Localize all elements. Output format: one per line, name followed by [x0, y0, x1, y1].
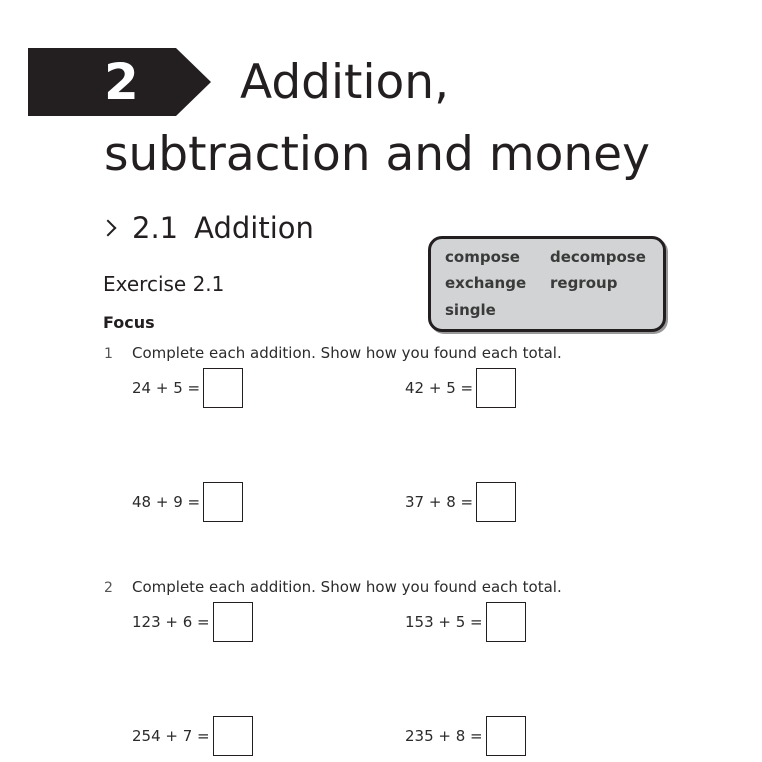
- vocab-word: exchange: [445, 274, 527, 292]
- addition-expression: 254 + 7 =: [132, 727, 210, 745]
- answer-box[interactable]: [213, 716, 253, 756]
- question-text: Complete each addition. Show how you found each total.: [132, 344, 562, 362]
- addition-item: [405, 482, 516, 522]
- answer-box[interactable]: [213, 602, 253, 642]
- section-heading: [102, 208, 314, 248]
- answer-box[interactable]: [203, 482, 243, 522]
- addition-expression: 42 + 5 =: [405, 379, 474, 397]
- vocab-word: compose: [445, 248, 520, 266]
- answer-box[interactable]: [486, 602, 526, 642]
- addition-item: [405, 716, 526, 756]
- addition-expression: 235 + 8 =: [405, 727, 483, 745]
- chapter-title-line2: subtraction and money: [104, 127, 650, 182]
- vocabulary-box: [428, 236, 666, 332]
- exercise-title: Exercise 2.1: [103, 272, 225, 296]
- answer-box[interactable]: [203, 368, 243, 408]
- addition-item: [132, 482, 243, 522]
- addition-expression: 153 + 5 =: [405, 613, 483, 631]
- chapter-title-line1: Addition,: [240, 55, 450, 110]
- section-number: 2.1: [132, 211, 179, 245]
- chapter-number: 2: [104, 53, 139, 111]
- answer-box[interactable]: [476, 368, 516, 408]
- answer-box[interactable]: [476, 482, 516, 522]
- vocab-word: single: [445, 301, 496, 319]
- focus-label: Focus: [103, 313, 155, 332]
- question-text: Complete each addition. Show how you found each total.: [132, 578, 562, 596]
- addition-item: [132, 716, 253, 756]
- addition-expression: 48 + 9 =: [132, 493, 201, 511]
- addition-expression: 24 + 5 =: [132, 379, 201, 397]
- chevron-right-icon: [100, 220, 117, 237]
- addition-item: [132, 602, 253, 642]
- section-title: Addition: [194, 211, 314, 245]
- addition-item: [405, 602, 526, 642]
- question-number: 1: [104, 346, 113, 362]
- vocab-word: regroup: [550, 274, 618, 292]
- question-number: 2: [104, 580, 113, 596]
- addition-item: [405, 368, 516, 408]
- answer-box[interactable]: [486, 716, 526, 756]
- addition-expression: 37 + 8 =: [405, 493, 474, 511]
- addition-expression: 123 + 6 =: [132, 613, 210, 631]
- vocab-word: decompose: [550, 248, 646, 266]
- addition-item: [132, 368, 243, 408]
